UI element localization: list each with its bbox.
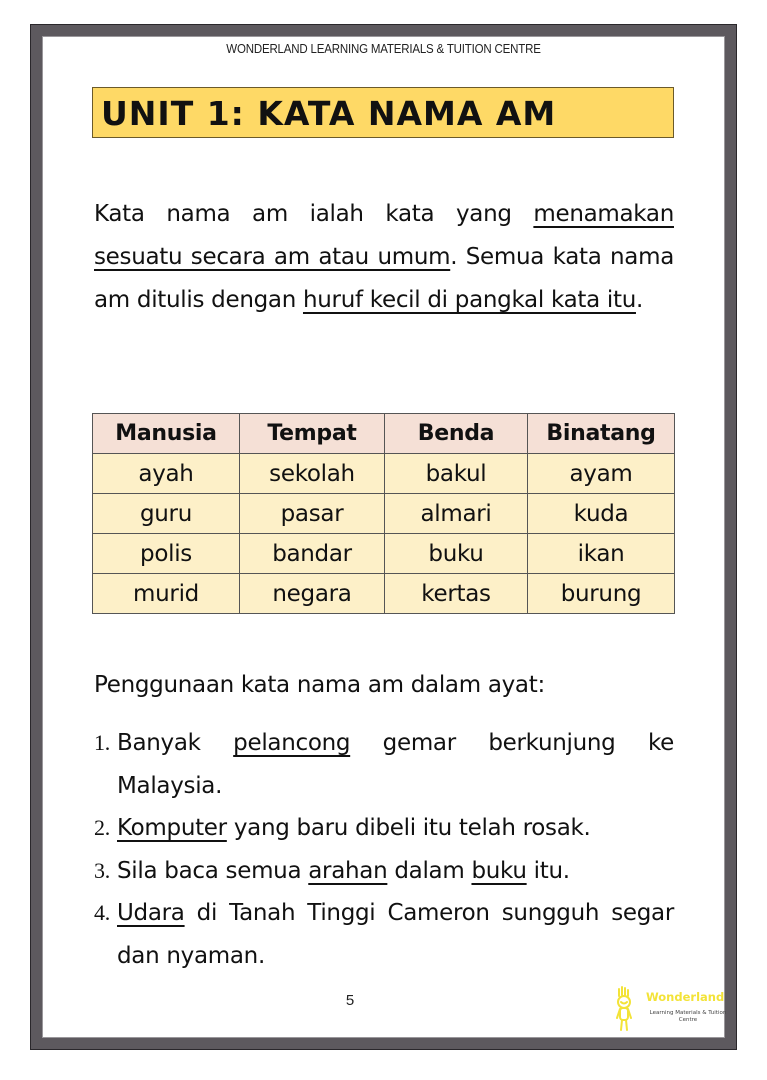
table-row bbox=[93, 574, 675, 614]
underlined-term: huruf kecil di pangkal kata itu bbox=[302, 287, 636, 313]
table-cell: negara bbox=[240, 574, 385, 614]
text-segment: gemar berkunjung ke Malaysia. bbox=[117, 730, 675, 799]
wonderland-logo bbox=[612, 986, 727, 1034]
table-header-row bbox=[93, 414, 675, 454]
table-cell: burung bbox=[528, 574, 675, 614]
text-segment: . Semua kata nama am ditulis dengan bbox=[94, 244, 674, 313]
usage-heading: Penggunaan kata nama am dalam ayat: bbox=[94, 672, 545, 698]
logo-subtitle: Learning Materials & Tuition Centre bbox=[649, 1010, 727, 1023]
list-item bbox=[94, 850, 674, 893]
text-segment: itu. bbox=[526, 857, 570, 884]
page-number: 5 bbox=[345, 992, 355, 1009]
table-cell: murid bbox=[93, 574, 240, 614]
column-header: Benda bbox=[385, 414, 528, 454]
list-number: 2. bbox=[94, 815, 110, 840]
list-number: 3. bbox=[94, 857, 110, 883]
table-cell: polis bbox=[93, 534, 240, 574]
table-cell: sekolah bbox=[240, 454, 385, 494]
text-segment: Banyak bbox=[117, 730, 234, 756]
table-row bbox=[93, 454, 675, 494]
table-cell: kuda bbox=[528, 494, 675, 534]
text-segment: dalam bbox=[387, 857, 472, 884]
crowned-figure-icon bbox=[612, 986, 636, 1032]
underlined-term: buku bbox=[471, 857, 527, 884]
unit-title-box bbox=[92, 87, 674, 138]
column-header: Manusia bbox=[93, 414, 240, 454]
sentence-text bbox=[117, 892, 674, 977]
underlined-term: arahan bbox=[308, 857, 388, 884]
list-item bbox=[94, 722, 674, 807]
table-cell: guru bbox=[93, 494, 240, 534]
logo-name: Wonderland bbox=[646, 990, 725, 1004]
table-cell: bakul bbox=[385, 454, 528, 494]
sentence-text bbox=[117, 850, 674, 893]
table-cell: ayah bbox=[93, 454, 240, 494]
underlined-term: Udara bbox=[117, 900, 185, 926]
list-item bbox=[94, 892, 674, 977]
table-cell: buku bbox=[385, 534, 528, 574]
sentence-text bbox=[117, 807, 674, 850]
text-segment: Kata nama am ialah kata yang bbox=[94, 201, 534, 227]
list-item bbox=[94, 807, 674, 850]
example-sentence-list bbox=[94, 722, 674, 977]
list-number: 4. bbox=[94, 900, 110, 925]
organization-header: WONDERLAND LEARNING MATERIALS & TUITION CENTRE bbox=[226, 42, 541, 56]
underlined-term: Komputer bbox=[117, 815, 227, 841]
table-cell: ikan bbox=[528, 534, 675, 574]
noun-category-table bbox=[92, 413, 675, 614]
column-header: Tempat bbox=[240, 414, 385, 454]
table-cell: ayam bbox=[528, 454, 675, 494]
underlined-term: pelancong bbox=[233, 730, 351, 756]
table-cell: almari bbox=[385, 494, 528, 534]
table-cell: kertas bbox=[385, 574, 528, 614]
table-row bbox=[93, 494, 675, 534]
definition-paragraph bbox=[94, 193, 674, 322]
unit-title: UNIT 1: KATA NAMA AM bbox=[101, 94, 557, 133]
table-row bbox=[93, 534, 675, 574]
text-segment: Sila baca semua bbox=[117, 857, 309, 884]
underlined-term: menamakan sesuatu secara am atau umum bbox=[94, 201, 674, 270]
table-cell: bandar bbox=[240, 534, 385, 574]
table-cell: pasar bbox=[240, 494, 385, 534]
text-segment: yang baru dibeli itu telah rosak. bbox=[226, 815, 591, 841]
column-header: Binatang bbox=[528, 414, 675, 454]
text-segment: di Tanah Tinggi Cameron sungguh segar dan nyaman. bbox=[117, 900, 674, 969]
list-number: 1. bbox=[94, 730, 110, 755]
sentence-text bbox=[117, 722, 674, 807]
text-segment: . bbox=[635, 287, 643, 313]
